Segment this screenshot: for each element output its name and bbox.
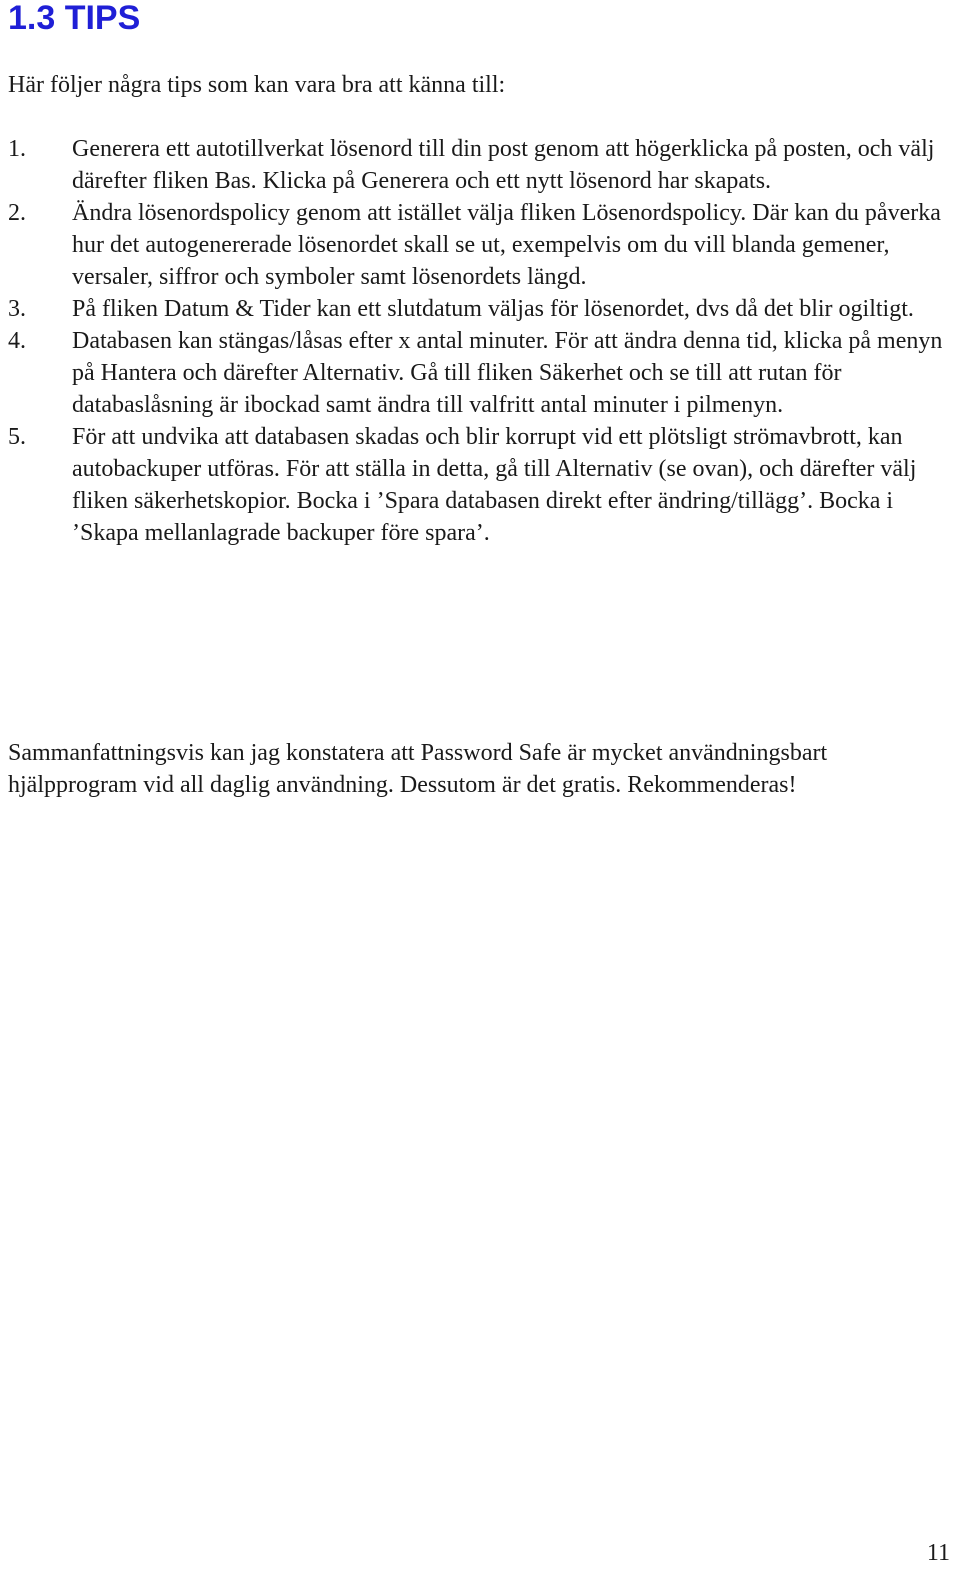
tip-item bbox=[8, 325, 956, 421]
tip-number: 1. bbox=[8, 136, 26, 162]
tip-item bbox=[8, 293, 956, 325]
tip-text: Ändra lösenordspolicy genom att istället välja fliken Lösenordspolicy. Där kan du påverka hur det autogenererade lösenordet skall se ut, exempelvis om du vill blanda gemener, versaler, siffror och symboler samt lösenordets längd. bbox=[72, 200, 941, 290]
tip-text: Generera ett autotillverkat lösenord till din post genom att högerklicka på posten, och välj därefter fliken Bas. Klicka på Generera och ett nytt lösenord har skapats. bbox=[72, 136, 935, 194]
tip-text: Databasen kan stängas/låsas efter x antal minuter. För att ändra denna tid, klicka på menyn på Hantera och därefter Alternativ. Gå till fliken Säkerhet och se till att rutan för databaslåsning är ibockad samt ändra till valfritt antal minuter i pilmenyn. bbox=[72, 328, 943, 418]
tip-number: 3. bbox=[8, 296, 26, 322]
tip-number: 5. bbox=[8, 424, 26, 450]
tip-text: För att undvika att databasen skadas och blir korrupt vid ett plötsligt strömavbrott, kan autobackuper utföras. För att ställa in detta, gå till Alternativ (se ovan), och därefter välj fliken säkerhetskopior. Bocka i ’Spara databasen direkt efter ändring/tillägg’. Bocka i ’Skapa mellanlagrade backuper före spara’. bbox=[72, 424, 917, 546]
tip-number: 2. bbox=[8, 200, 26, 226]
tip-number: 4. bbox=[8, 328, 26, 354]
summary-paragraph: Sammanfattningsvis kan jag konstatera att Password Safe är mycket användningsbart hjälpprogram vid all daglig användning. Dessutom är det gratis. Rekommenderas! bbox=[8, 740, 828, 798]
section-heading: 1.3 TIPS bbox=[8, 0, 141, 37]
tip-text: På fliken Datum & Tider kan ett slutdatum väljas för lösenordet, dvs då det blir ogiltigt. bbox=[72, 296, 914, 322]
page-number: 11 bbox=[926, 1540, 950, 1566]
tips-list bbox=[8, 133, 956, 549]
tip-item bbox=[8, 133, 956, 197]
tip-item bbox=[8, 421, 956, 549]
intro-paragraph: Här följer några tips som kan vara bra att känna till: bbox=[8, 72, 506, 98]
tip-item bbox=[8, 197, 956, 293]
